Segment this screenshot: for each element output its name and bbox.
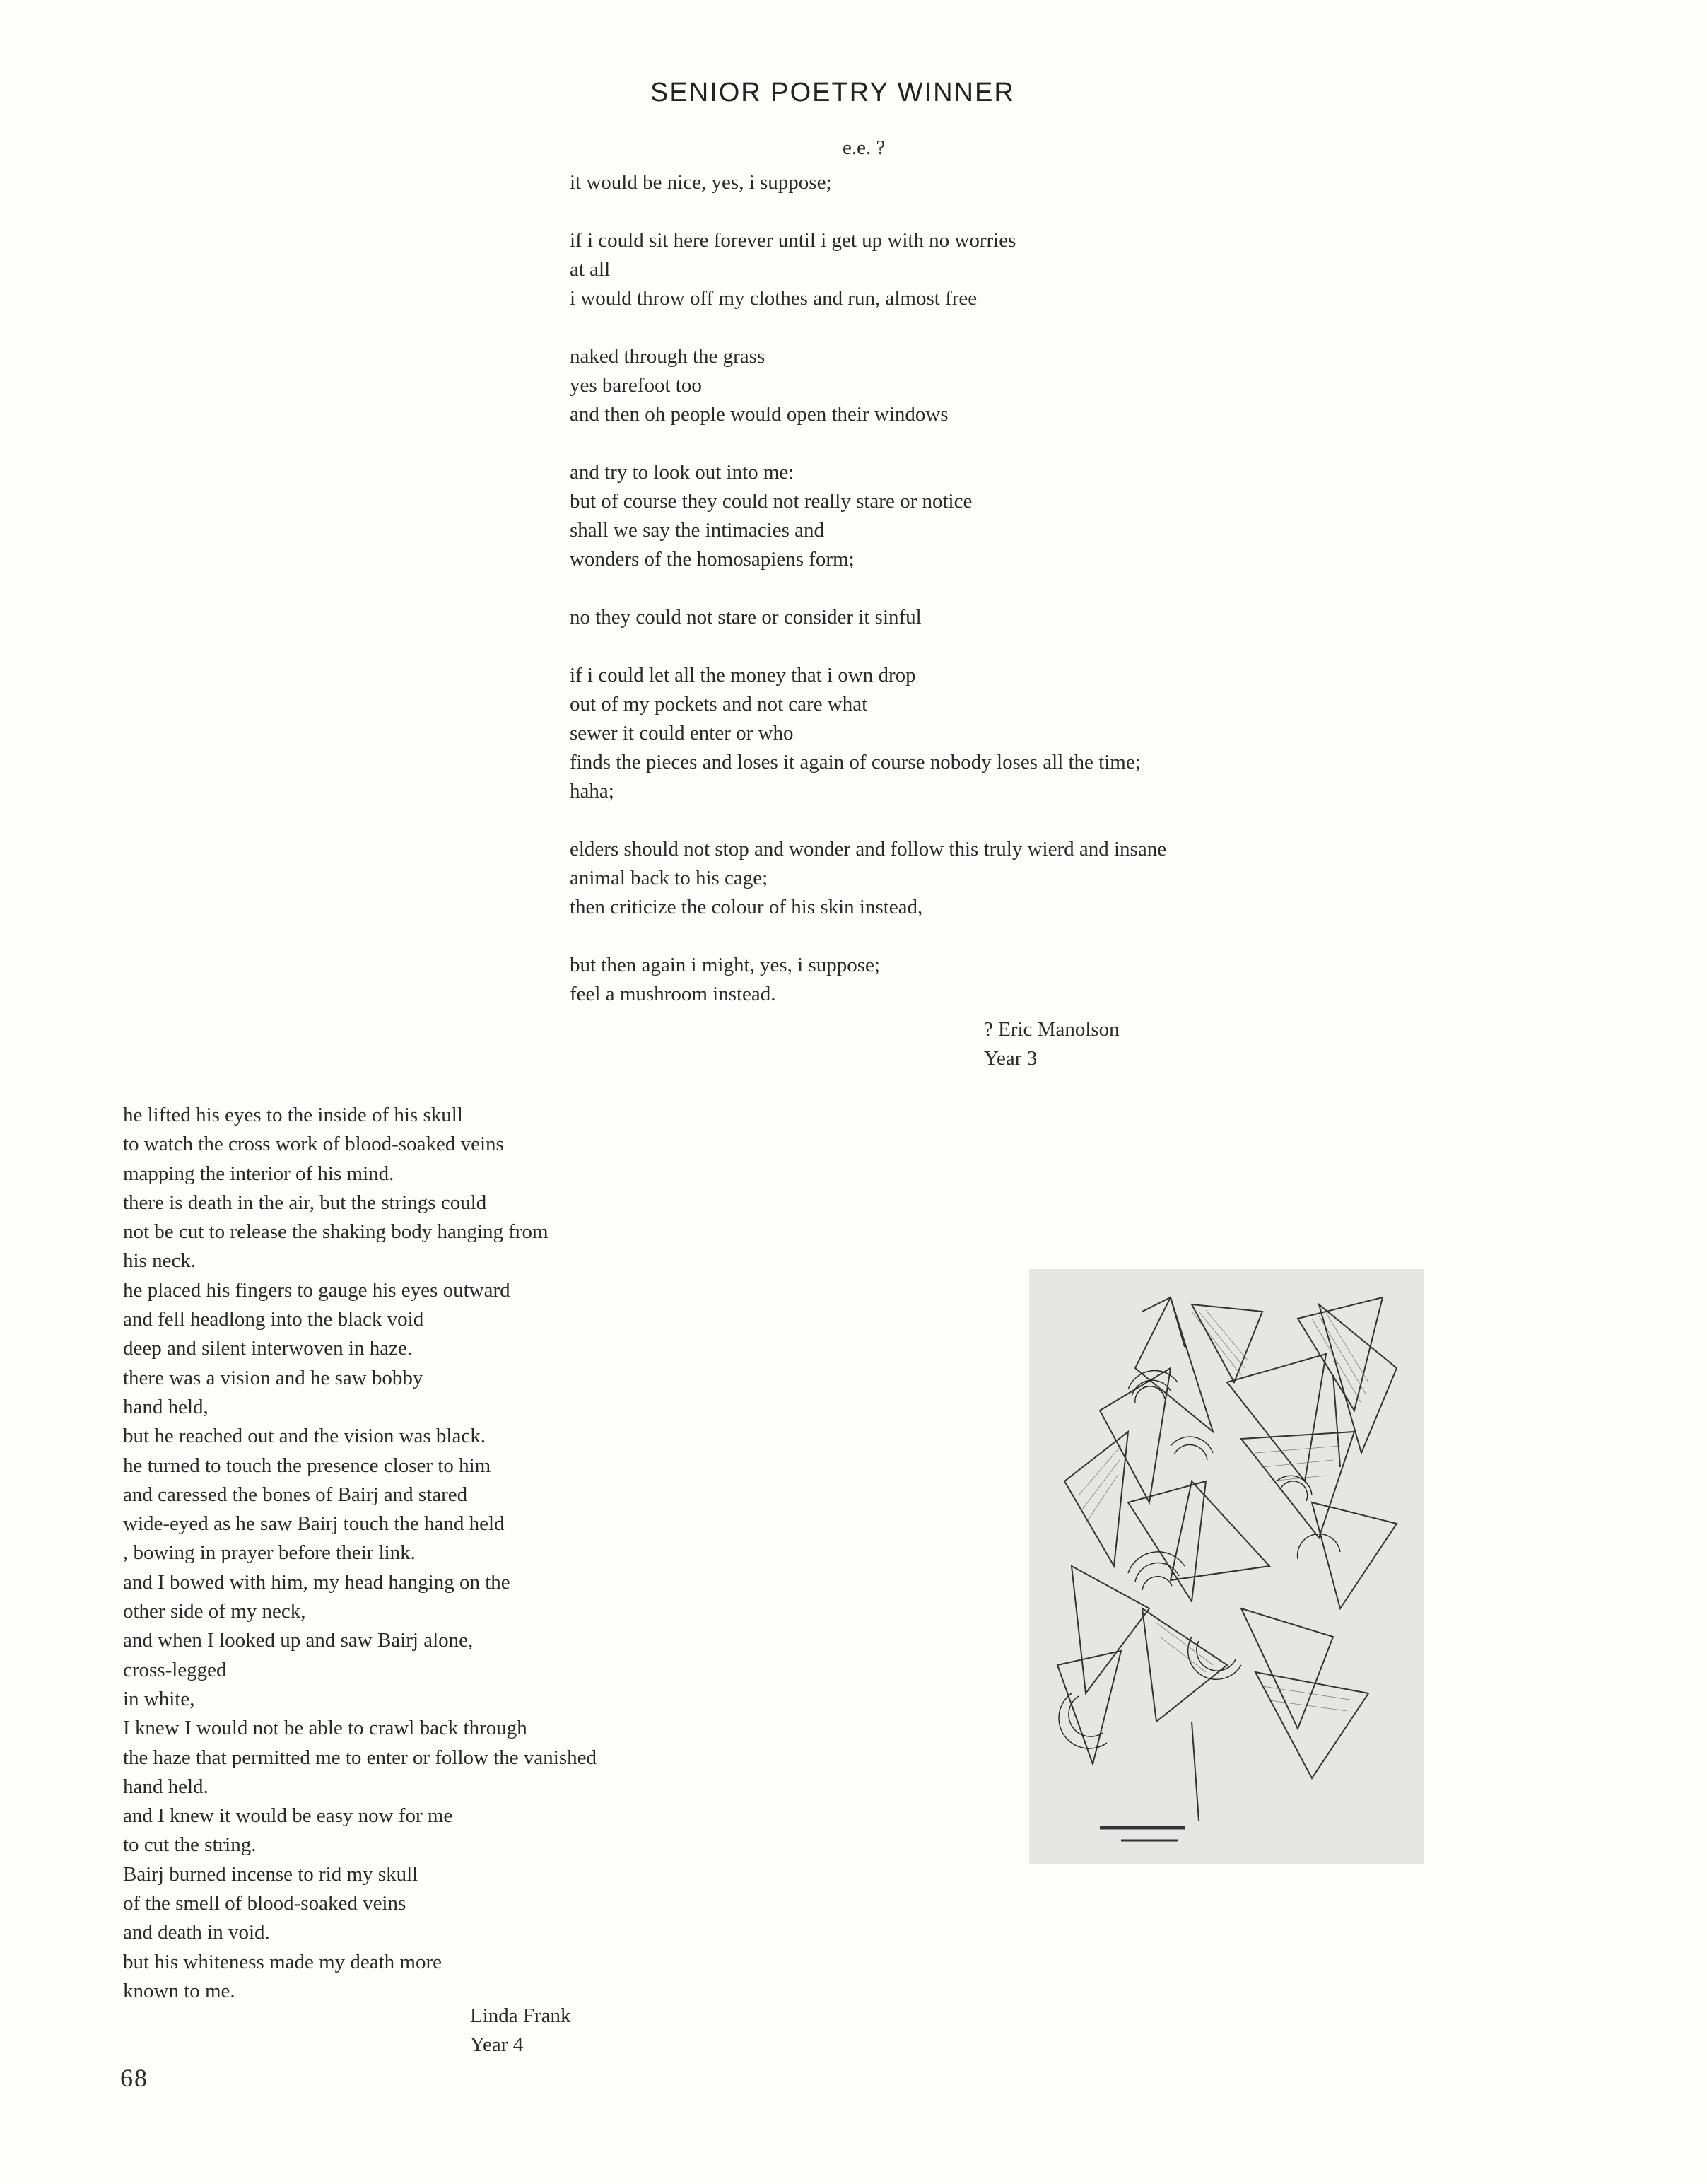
poem-line: wonders of the homosapiens form; bbox=[570, 548, 855, 571]
poem-line: and death in void. bbox=[123, 1921, 270, 1944]
byline-linda-frank bbox=[470, 2002, 571, 2060]
poem-line: but then again i might, yes, i suppose; bbox=[570, 954, 880, 976]
poem-line: and then oh people would open their windows bbox=[570, 403, 949, 426]
poem-line: he lifted his eyes to the inside of his skull bbox=[123, 1104, 463, 1126]
author-name: Linda Frank bbox=[470, 2004, 571, 2027]
poem-line: deep and silent interwoven in haze. bbox=[123, 1337, 413, 1360]
stanza-break bbox=[570, 574, 1166, 603]
poem-line: then criticize the colour of his skin instead, bbox=[570, 896, 923, 918]
stanza-break bbox=[570, 313, 1166, 342]
stanza-break bbox=[570, 632, 1166, 661]
poem-line: feel a mushroom instead. bbox=[570, 983, 776, 1005]
poem-line: there was a vision and he saw bobby bbox=[123, 1366, 423, 1389]
poem-line: hand held. bbox=[123, 1775, 209, 1798]
poem-line: shall we say the intimacies and bbox=[570, 519, 824, 542]
poem-title: e.e. ? bbox=[843, 136, 886, 159]
poem-line: Bairj burned incense to rid my skull bbox=[123, 1862, 418, 1886]
poem-line: but he reached out and the vision was black. bbox=[123, 1425, 486, 1448]
poem-line: and when I looked up and saw Bairj alone, bbox=[123, 1629, 474, 1652]
poem-line: and try to look out into me: bbox=[570, 461, 794, 484]
poem-line: his neck. bbox=[123, 1249, 196, 1273]
poem-line: to watch the cross work of blood-soaked veins bbox=[123, 1133, 504, 1156]
stanza-break bbox=[570, 197, 1166, 226]
stanza-break bbox=[570, 806, 1166, 835]
poem-line: other side of my neck, bbox=[123, 1600, 306, 1623]
poem-line: and I bowed with him, my head hanging on the bbox=[123, 1570, 510, 1594]
poem-line: cross-legged bbox=[123, 1658, 227, 1681]
author-year: Year 3 bbox=[984, 1047, 1038, 1070]
poem-line: known to me. bbox=[123, 1979, 235, 2002]
poem-line: sewer it could enter or who bbox=[570, 722, 794, 744]
poem-line: and fell headlong into the black void bbox=[123, 1308, 424, 1331]
poem-line: i would throw off my clothes and run, almost free bbox=[570, 287, 978, 310]
abstract-drawing-svg bbox=[1029, 1269, 1424, 1864]
poem-line: the haze that permitted me to enter or follow the vanished bbox=[123, 1746, 597, 1769]
poem-line: yes barefoot too bbox=[570, 374, 702, 397]
poem-line: there is death in the air, but the strings could bbox=[123, 1191, 487, 1214]
poem-line: and caressed the bones of Bairj and stared bbox=[123, 1483, 468, 1506]
poem-line: haha; bbox=[570, 780, 614, 802]
stanza-break bbox=[570, 922, 1166, 951]
poem-line: if i could sit here forever until i get up with no worries bbox=[570, 229, 1016, 252]
page-number: 68 bbox=[120, 2064, 148, 2092]
poem-line: elders should not stop and wonder and follow this truly wierd and insane bbox=[570, 838, 1167, 860]
poem-line: mapping the interior of his mind. bbox=[123, 1162, 394, 1185]
poem-line: not be cut to release the shaking body hanging from bbox=[123, 1220, 549, 1244]
author-name: ? Eric Manolson bbox=[984, 1018, 1120, 1041]
poem-line: finds the pieces and loses it again of course nobody loses all the time; bbox=[570, 751, 1141, 773]
poem-line: but his whiteness made my death more bbox=[123, 1950, 442, 1973]
poem-line: if i could let all the money that i own drop bbox=[570, 664, 916, 687]
poem-line: , bowing in prayer before their link. bbox=[123, 1541, 416, 1565]
poem-line: and I knew it would be easy now for me bbox=[123, 1804, 453, 1828]
stanza-break bbox=[570, 429, 1166, 458]
poem-line: wide-eyed as he saw Bairj touch the hand held bbox=[123, 1512, 505, 1536]
author-year: Year 4 bbox=[470, 2033, 524, 2056]
poem-line: he turned to touch the presence closer to him bbox=[123, 1454, 491, 1477]
page-heading: SENIOR POETRY WINNER bbox=[650, 78, 1015, 107]
poem-line: it would be nice, yes, i suppose; bbox=[570, 171, 832, 194]
poem-line: naked through the grass bbox=[570, 345, 765, 368]
poem-line: at all bbox=[570, 258, 611, 281]
poem-line: animal back to his cage; bbox=[570, 867, 768, 889]
poem-linda-frank bbox=[123, 1101, 597, 2006]
byline-eric-manolson bbox=[984, 1015, 1120, 1073]
abstract-drawing-illustration bbox=[1029, 1269, 1424, 1864]
poem-line: he placed his fingers to gauge his eyes outward bbox=[123, 1278, 510, 1302]
poem-line: I knew I would not be able to crawl back through bbox=[123, 1717, 527, 1740]
poem-line: out of my pockets and not care what bbox=[570, 693, 868, 716]
poem-eric-manolson bbox=[570, 168, 1166, 1009]
poem-line: no they could not stare or consider it sinful bbox=[570, 606, 922, 629]
poem-line: but of course they could not really stare or notice bbox=[570, 490, 973, 513]
poem-line: in white, bbox=[123, 1687, 195, 1710]
poem-line: hand held, bbox=[123, 1395, 209, 1418]
poem-line: of the smell of blood-soaked veins bbox=[123, 1892, 406, 1915]
poem-line: to cut the string. bbox=[123, 1833, 257, 1857]
